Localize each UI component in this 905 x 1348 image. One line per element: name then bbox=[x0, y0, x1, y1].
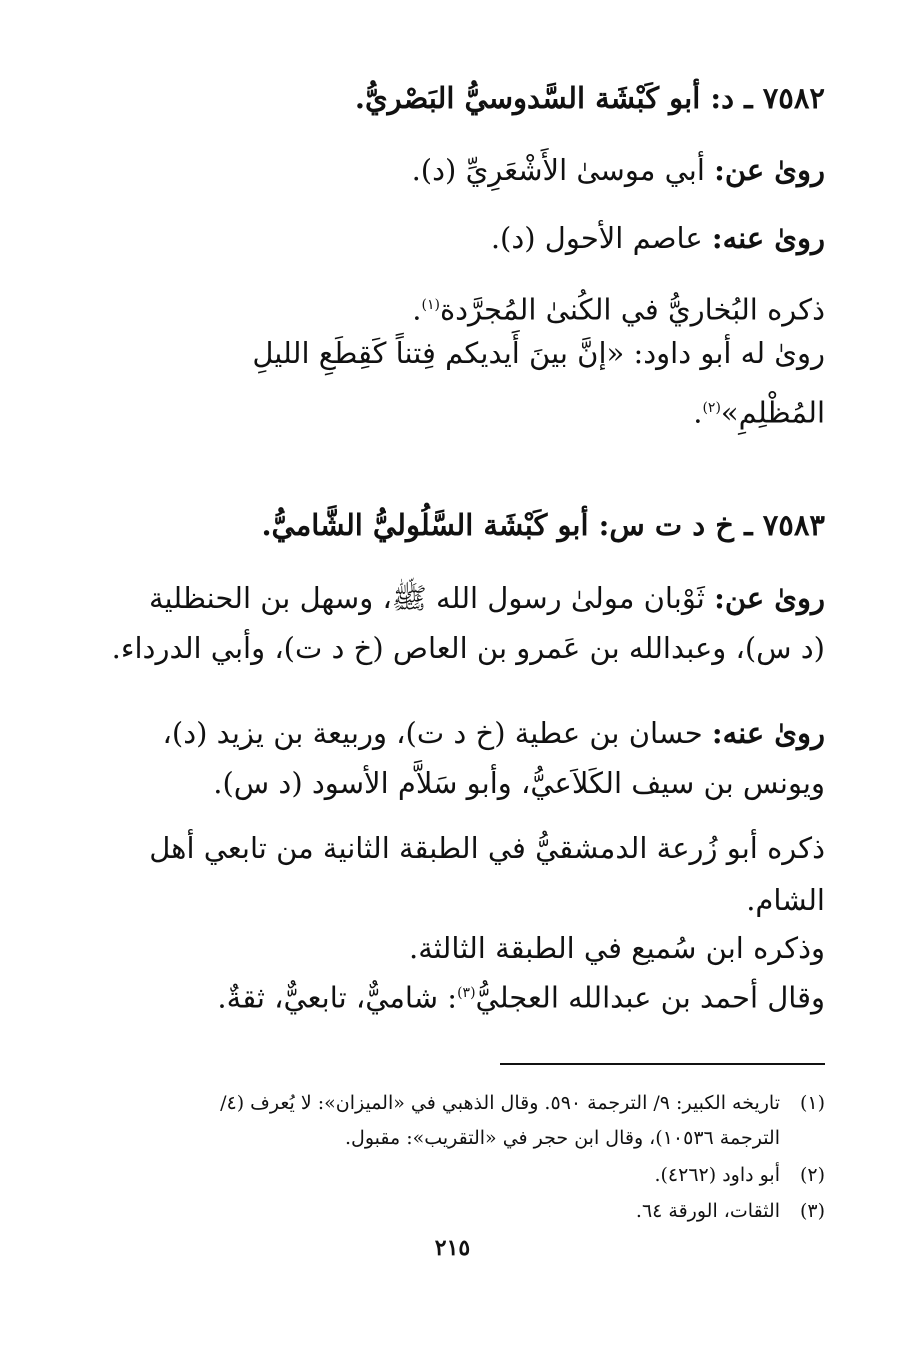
narrated-from-line bbox=[70, 578, 825, 618]
footnote-number: (٣) bbox=[799, 1200, 825, 1222]
hadith-tail: . bbox=[693, 395, 703, 430]
narrated-by-text: حسان بن عطية (خ د ت)، وربيعة بن يزيد (د)، bbox=[162, 716, 712, 750]
footnote-ref: (١) bbox=[421, 297, 440, 313]
quote-text: وقال أحمد بن عبدالله العجليُّ bbox=[475, 980, 825, 1015]
footnote-rule bbox=[500, 1063, 825, 1065]
hadith-text: المُظْلِمِ» bbox=[720, 395, 825, 430]
footnote-1-cont: الترجمة ١٠٥٣٦)، وقال ابن حجر في «التقريب»: مقبول. bbox=[344, 1127, 780, 1149]
footnote-text: تاريخه الكبير: ٩/ الترجمة ٥٩٠. وقال الذهبي في «الميزان»: لا يُعرف (٤/ bbox=[220, 1092, 780, 1114]
narrated-by-label: روىٰ عنه: bbox=[711, 221, 825, 255]
footnote-3 bbox=[100, 1196, 825, 1226]
entry-heading: ٧٥٨٣ ـ خ د ت س: أبو كَبْشَة السَّلُوليُّ الشَّاميُّ. bbox=[261, 508, 825, 542]
mention-line-2: وذكره ابن سُميع في الطبقة الثالثة. bbox=[409, 931, 825, 965]
hadith-line: روىٰ له أبو داود: «إنَّ بينَ أَيديكم فِتناً كَقِطَعِ الليلِ bbox=[252, 336, 825, 370]
narrated-from-text: ثَوْبان مولىٰ رسول الله ﷺ، وسهل بن الحنظلية bbox=[148, 581, 715, 615]
quote-tail: : شاميٌّ، تابعيٌّ، ثقةٌ. bbox=[217, 980, 458, 1015]
mention-text: ذكره البُخاريُّ في الكُنىٰ المُجرَّدة bbox=[439, 292, 825, 327]
narrated-by-line bbox=[70, 218, 825, 258]
footnote-text: الثقات، الورقة ٦٤. bbox=[635, 1200, 780, 1222]
narrated-from-label: روىٰ عن: bbox=[714, 581, 825, 615]
narrated-from-text: أبي موسىٰ الأَشْعَرِيِّ (د). bbox=[411, 153, 715, 187]
footnote-2 bbox=[100, 1160, 825, 1190]
footnote-1 bbox=[100, 1088, 825, 1118]
narrated-by-line bbox=[70, 713, 825, 753]
narrated-from-label: روىٰ عن: bbox=[714, 153, 825, 187]
footnote-ref: (٣) bbox=[457, 985, 476, 1001]
footnote-number: (٢) bbox=[799, 1164, 825, 1186]
hadith-line-cont bbox=[70, 388, 825, 433]
narrated-by-cont: ويونس بن سيف الكَلاَعيُّ، وأبو سَلاَّم الأسود (د س). bbox=[213, 766, 825, 800]
narrated-by-text: عاصم الأحول (د). bbox=[490, 221, 712, 255]
footnote-ref: (٢) bbox=[702, 400, 721, 416]
mention-tail: . bbox=[412, 292, 422, 327]
mention-line: ذكره أبو زُرعة الدمشقيُّ في الطبقة الثانية من تابعي أهل bbox=[149, 831, 825, 865]
mention-line bbox=[70, 285, 825, 330]
mention-line-cont: الشام. bbox=[746, 883, 825, 917]
narrated-from-line bbox=[70, 150, 825, 190]
entry-heading: ٧٥٨٢ ـ د: أبو كَبْشَة السَّدوسيُّ البَصْريُّ. bbox=[354, 81, 825, 115]
quote-line bbox=[70, 973, 825, 1018]
page-number: ٢١٥ bbox=[434, 1235, 471, 1261]
footnote-text: أبو داود (٤٢٦٢). bbox=[654, 1164, 780, 1186]
narrated-from-cont: (د س)، وعبدالله بن عَمرو بن العاص (خ د ت)، وأبي الدرداء. bbox=[111, 631, 825, 665]
footnote-number: (١) bbox=[799, 1092, 825, 1114]
narrated-by-label: روىٰ عنه: bbox=[711, 716, 825, 750]
